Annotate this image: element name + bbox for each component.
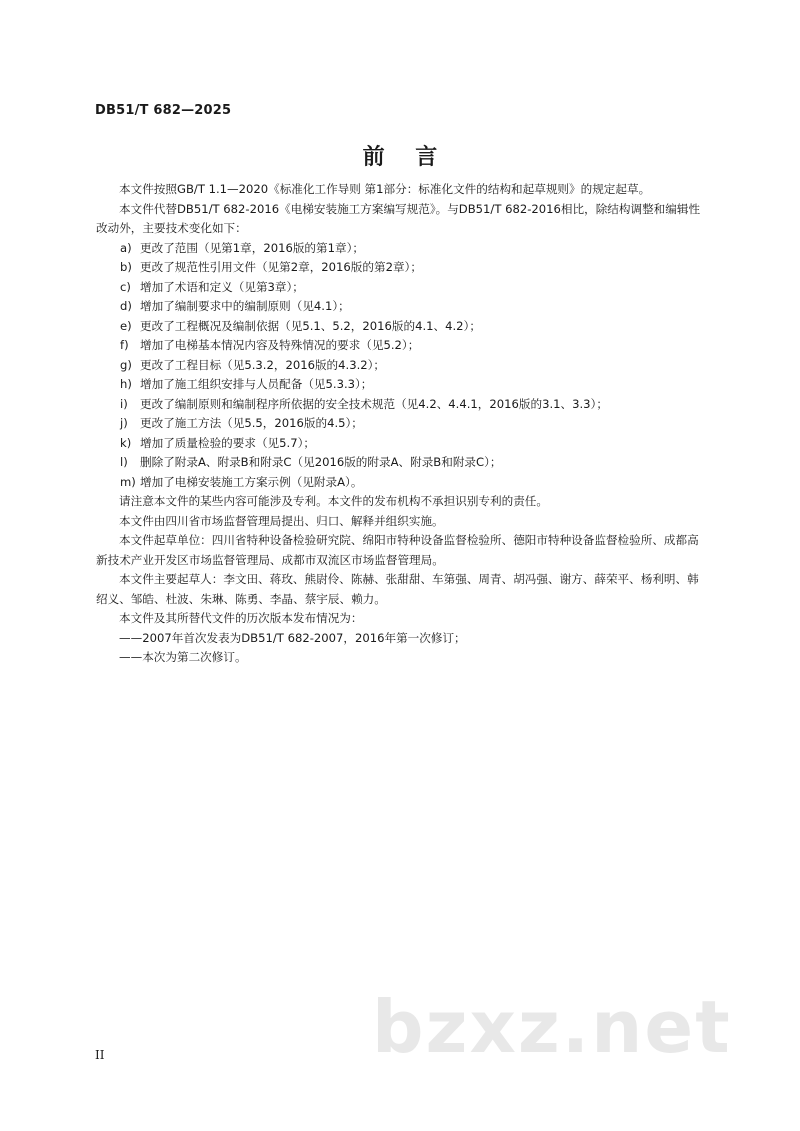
page-title: 前 言 (362, 145, 438, 170)
proposer-statement: 本文件由四川省市场监督管理局提出、归口、解释并组织实施。 (119, 513, 444, 528)
watermark: bzxz.net (372, 985, 732, 1069)
list-marker: m) (120, 474, 136, 489)
list-item (96, 434, 708, 454)
list-marker: j) (120, 416, 128, 430)
list-item-text: 增加了电梯安装施工方案示例（见附录A）。 (140, 474, 363, 489)
list-item-text: 更改了施工方法（见5.5，2016版的4.5）； (140, 416, 363, 430)
list-item (96, 297, 708, 317)
intro-paragraph: 本文件按照GB/T 1.1—2020《标准化工作导则 第1部分：标准化文件的结构和起草规则》的规定起草。 (119, 182, 651, 196)
list-item-text: 更改了编制原则和编制程序所依据的安全技术规范（见4.2、4.4.1，2016版的3.1、3.3）； (140, 396, 608, 411)
intro-paragraph: 本文件代替DB51/T 682-2016《电梯安装施工方案编写规范》。与DB51/T 682-2016相比，除结构调整和编辑性改动外，主要技术变化如下： (96, 201, 701, 235)
list-item (96, 395, 708, 415)
list-item (96, 375, 708, 395)
list-marker: h) (120, 377, 132, 391)
list-marker: b) (120, 260, 132, 274)
list-item-text: 更改了范围（见第1章，2016版的第1章）； (140, 240, 364, 255)
list-item-text: 更改了规范性引用文件（见第2章，2016版的第2章）； (140, 260, 422, 274)
list-item-text: 更改了工程概况及编制依据（见5.1、5.2，2016版的4.1、4.2）； (140, 318, 481, 333)
list-marker: k) (120, 435, 132, 450)
history-item: ——本次为第二次修订。 (119, 650, 247, 664)
list-item-text: 增加了电梯基本情况内容及特殊情况的要求（见5.2）； (140, 338, 420, 352)
list-marker: i) (120, 396, 128, 411)
list-item-text: 增加了施工组织安排与人员配备（见5.3.3）； (140, 377, 373, 391)
list-item (96, 336, 708, 356)
list-marker: a) (120, 240, 132, 255)
document-code: DB51/T 682—2025 (95, 103, 232, 118)
list-item-text: 增加了编制要求中的编制原则（见4.1）； (140, 299, 350, 313)
list-item-text: 增加了术语和定义（见第3章）； (140, 279, 304, 294)
list-item (96, 356, 708, 376)
list-item (96, 317, 708, 337)
list-marker: f) (120, 338, 129, 352)
patent-notice: 请注意本文件的某些内容可能涉及专利。本文件的发布机构不承担识别专利的责任。 (119, 494, 548, 508)
list-marker: e) (120, 318, 132, 333)
list-item (96, 278, 708, 298)
history-item: ——2007年首次发表为DB51/T 682-2007，2016年第一次修订； (119, 630, 466, 645)
list-item (96, 258, 708, 278)
list-item-text: 删除了附录A、附录B和附录C（见2016版的附录A、附录B和附录C）； (140, 455, 502, 469)
list-item (96, 473, 708, 493)
preface-body (96, 180, 708, 668)
list-item (96, 414, 708, 434)
list-item-text: 增加了质量检验的要求（见5.7）； (140, 435, 315, 450)
drafting-units: 本文件起草单位：四川省特种设备检验研究院、绵阳市特种设备监督检验所、德阳市特种设备监督检验所、成都高新技术产业开发区市场监督管理局、成都市双流区市场监督管理局。 (96, 533, 699, 567)
list-item (96, 239, 708, 259)
history-intro: 本文件及其所替代文件的历次版本发布情况为： (119, 611, 363, 625)
page-number: II (95, 1048, 105, 1062)
list-marker: g) (120, 357, 132, 372)
list-item-text: 更改了工程目标（见5.3.2，2016版的4.3.2）； (140, 357, 386, 372)
list-marker: d) (120, 299, 132, 313)
list-marker: l) (120, 455, 128, 469)
list-item (96, 453, 708, 473)
list-marker: c) (120, 279, 131, 294)
drafters: 本文件主要起草人：李文田、蒋玫、熊尉伶、陈赫、张甜甜、车第强、周青、胡冯强、谢方、薛荣平、杨利明、韩绍义、邹皓、杜波、朱琳、陈勇、李晶、蔡宇辰、赖力。 (96, 572, 699, 606)
